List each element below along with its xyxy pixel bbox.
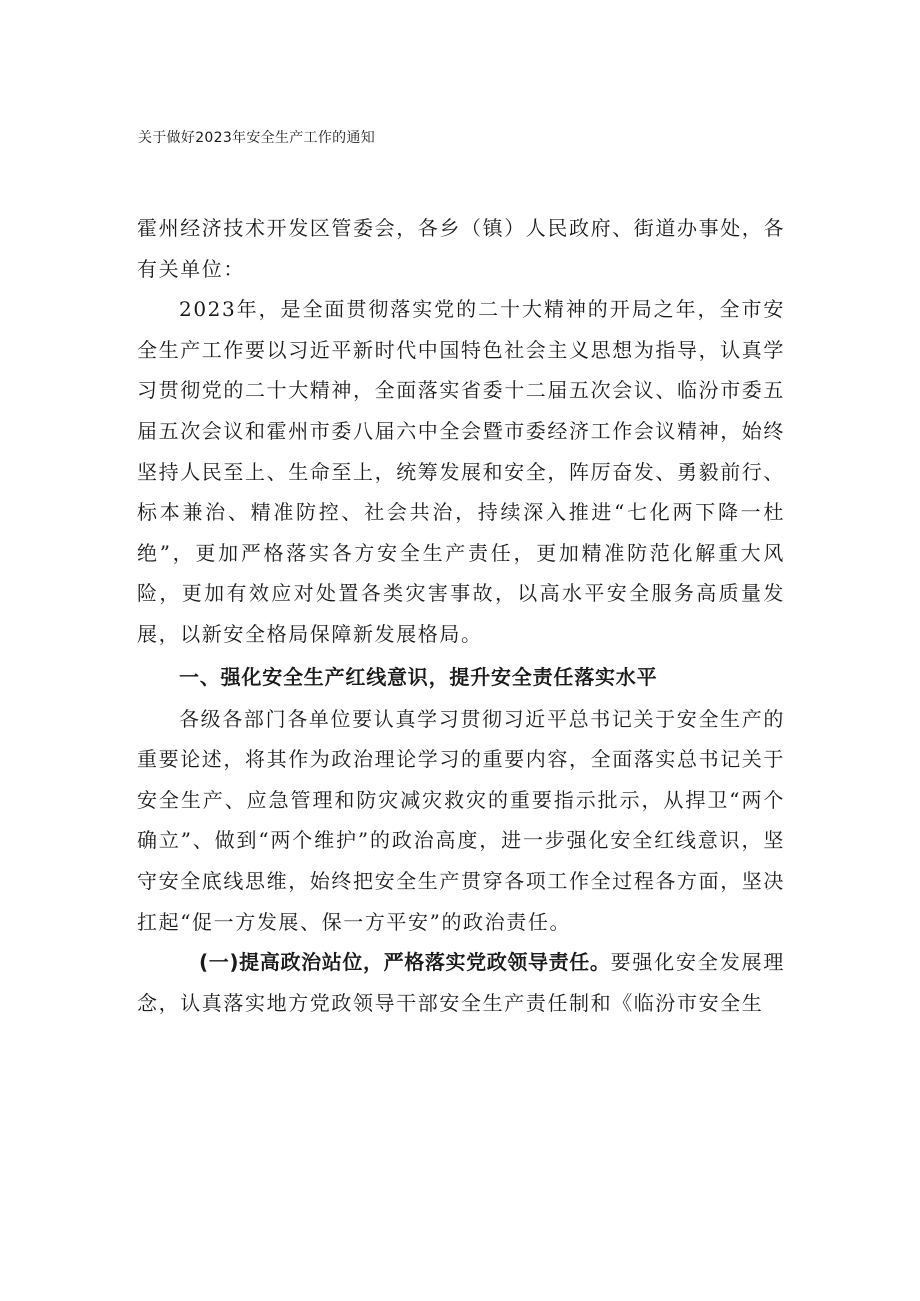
salutation-paragraph: 霍州经济技术开发区管委会，各乡（镇）人民政府、街道办事处，各有关单位： bbox=[137, 216, 785, 281]
document-title: 关于做好2023年安全生产工作的通知 bbox=[138, 130, 376, 146]
section-1-heading: 一、强化安全生产红线意识，提升安全责任落实水平 bbox=[179, 664, 658, 689]
subsection-1-body: 要强化安全发展理念，认真落实地方党政领导干部安全生产责任制和《临汾市安全生 bbox=[137, 950, 785, 1015]
document-body bbox=[137, 208, 785, 1023]
subsection-1-paragraph bbox=[137, 942, 785, 1023]
subsection-1-lead: (一)提高政治站位，严格落实党政领导责任。 bbox=[199, 950, 611, 975]
section-1-paragraph: 各级各部门各单位要认真学习贯彻习近平总书记关于安全生产的重要论述，将其作为政治理论学习的重要内容，全面落实总书记关于安全生产、应急管理和防灾减灾救灾的重要指示批示，从捍卫“两个确立”、做到“两个维护”的政治高度，进一步强化安全红线意识，坚守安全底线思维，始终把安全生产贯穿各项工作全过程各方面，坚决扛起“促一方发展、保一方平安”的政治责任。 bbox=[137, 706, 785, 934]
intro-paragraph: 2023年，是全面贯彻落实党的二十大精神的开局之年，全市安全生产工作要以习近平新时代中国特色社会主义思想为指导，认真学习贯彻党的二十大精神，全面落实省委十二届五次会议、临汾市委五届五次会议和霍州市委八届六中全会暨市委经济工作会议精神，始终坚持人民至上、生命至上，统筹发展和安全，阵厉奋发、勇毅前行、标本兼治、精准防控、社会共治，持续深入推进“七化两下降一杜绝”，更加严格落实各方安全生产责任，更加精准防范化解重大风险，更加有效应对处置各类灾害事故，以高水平安全服务高质量发展，以新安全格局保障新发展格局。 bbox=[137, 297, 785, 646]
